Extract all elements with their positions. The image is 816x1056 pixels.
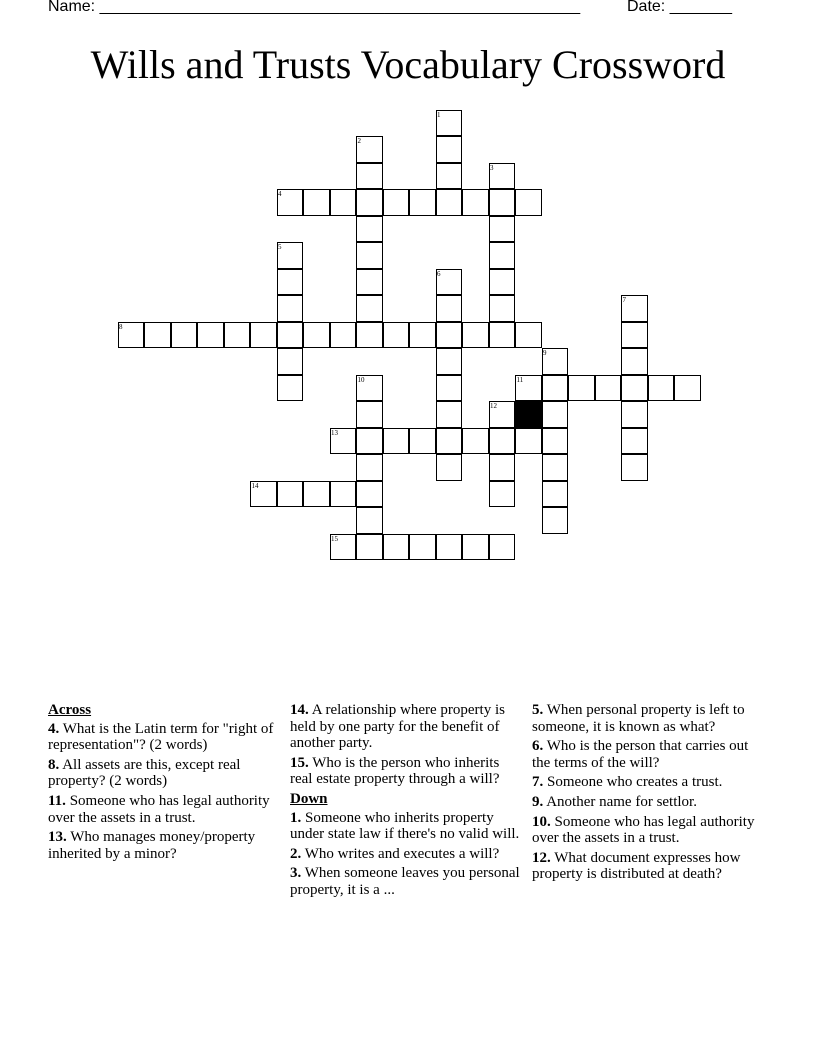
crossword-cell[interactable]	[356, 375, 383, 402]
crossword-cell[interactable]	[621, 322, 648, 349]
crossword-cell[interactable]	[330, 428, 357, 455]
clue-number: 6.	[532, 738, 544, 755]
crossword-cell[interactable]	[462, 428, 489, 455]
clue-down-12	[532, 850, 764, 883]
crossword-cell[interactable]	[356, 507, 383, 534]
crossword-cell[interactable]	[383, 322, 410, 349]
crossword-cell[interactable]	[489, 454, 516, 481]
crossword-cell[interactable]	[621, 401, 648, 428]
clue-text: Someone who has legal authority over the assets in a trust.	[48, 792, 270, 826]
crossword-cell[interactable]	[436, 401, 463, 428]
crossword-cell[interactable]	[144, 322, 171, 349]
clue-number-label: 4	[278, 190, 282, 198]
crossword-cell[interactable]	[356, 534, 383, 561]
crossword-cell[interactable]	[436, 136, 463, 163]
crossword-cell[interactable]	[356, 481, 383, 508]
crossword-cell[interactable]	[436, 428, 463, 455]
clue-across-11	[48, 793, 280, 826]
crossword-cell[interactable]	[489, 216, 516, 243]
crossword-cell[interactable]	[436, 163, 463, 190]
crossword-cell[interactable]	[356, 269, 383, 296]
crossword-cell[interactable]	[489, 322, 516, 349]
crossword-cell[interactable]	[356, 242, 383, 269]
clue-text: Who is the person who inherits real estate property through a will?	[290, 754, 500, 788]
crossword-cell[interactable]	[277, 189, 304, 216]
crossword-cell[interactable]	[489, 189, 516, 216]
clue-number-label: 13	[331, 428, 338, 437]
crossword-cell[interactable]	[489, 242, 516, 269]
clue-number: 15.	[290, 754, 309, 771]
clue-text: When personal property is left to someone, it is known as what?	[532, 702, 745, 735]
crossword-cell[interactable]	[277, 481, 304, 508]
clue-number-label: 3	[490, 163, 494, 172]
crossword-cell[interactable]	[542, 481, 569, 508]
clue-text: Someone who creates a trust.	[547, 774, 723, 791]
clue-down-7	[532, 774, 764, 791]
clue-column-2	[290, 702, 522, 902]
crossword-cell[interactable]	[489, 428, 516, 455]
crossword-block-cell	[515, 401, 542, 428]
clue-number: 9.	[532, 793, 544, 810]
clue-down-10	[532, 814, 764, 847]
crossword-cell[interactable]	[595, 375, 622, 402]
down-heading: Down	[290, 790, 328, 807]
crossword-cell[interactable]	[197, 322, 224, 349]
crossword-cell[interactable]	[542, 428, 569, 455]
clue-number-label: 8	[119, 322, 123, 331]
clue-text: A relationship where property is held by one party for the benefit of another party.	[290, 702, 505, 752]
clue-number-label: 9	[543, 349, 547, 357]
crossword-cell[interactable]	[409, 189, 436, 216]
crossword-cell[interactable]	[356, 454, 383, 481]
crossword-cell[interactable]	[462, 189, 489, 216]
crossword-cell[interactable]	[568, 375, 595, 402]
clue-number-label: 5	[278, 243, 282, 251]
crossword-cell[interactable]	[277, 295, 304, 322]
name-field-label: Name: ______________________________________________________	[48, 0, 581, 15]
crossword-cell[interactable]	[515, 322, 542, 349]
clue-number-label: 1	[437, 110, 441, 119]
clue-text: Who manages money/property inherited by a minor?	[48, 829, 256, 862]
crossword-cell[interactable]	[277, 322, 304, 349]
crossword-cell[interactable]	[542, 375, 569, 402]
crossword-cell[interactable]	[356, 401, 383, 428]
crossword-cell[interactable]	[462, 322, 489, 349]
crossword-cell[interactable]	[436, 322, 463, 349]
crossword-cell[interactable]	[436, 534, 463, 561]
across-heading: Across	[48, 702, 92, 718]
crossword-cell[interactable]	[489, 481, 516, 508]
crossword-cell[interactable]	[330, 534, 357, 561]
crossword-cell[interactable]	[118, 322, 145, 349]
clue-down-3	[290, 865, 522, 898]
crossword-cell[interactable]	[356, 428, 383, 455]
crossword-cell[interactable]	[356, 216, 383, 243]
crossword-cell[interactable]	[330, 481, 357, 508]
clue-text: When someone leaves you personal property, it is a ...	[290, 865, 520, 898]
crossword-cell[interactable]	[436, 348, 463, 375]
crossword-cell[interactable]	[383, 534, 410, 561]
crossword-cell[interactable]	[489, 269, 516, 296]
crossword-cell[interactable]	[436, 189, 463, 216]
crossword-cell[interactable]	[436, 295, 463, 322]
crossword-cell[interactable]	[277, 269, 304, 296]
crossword-cell[interactable]	[542, 507, 569, 534]
clue-across-4	[48, 721, 280, 754]
crossword-cell[interactable]	[515, 375, 542, 402]
crossword-cell[interactable]	[489, 295, 516, 322]
crossword-cell[interactable]	[674, 375, 701, 402]
clue-down-6	[532, 738, 764, 771]
clue-number-label: 2	[357, 137, 361, 145]
clue-down-2	[290, 846, 522, 863]
crossword-cell[interactable]	[515, 428, 542, 455]
clue-number: 10.	[532, 813, 551, 830]
crossword-cell[interactable]	[224, 322, 251, 349]
clue-number-label: 12	[490, 402, 497, 410]
clue-across-13	[48, 829, 280, 862]
crossword-cell[interactable]	[462, 534, 489, 561]
crossword-cell[interactable]	[436, 110, 463, 137]
clue-number: 7.	[532, 774, 544, 791]
clue-text: Another name for settlor.	[546, 793, 697, 810]
crossword-cell[interactable]	[409, 534, 436, 561]
clue-text: What document expresses how property is distributed at death?	[532, 849, 741, 883]
clue-number: 12.	[532, 849, 551, 866]
crossword-cell[interactable]	[303, 189, 330, 216]
clue-down-1	[290, 810, 522, 843]
crossword-cell[interactable]	[542, 401, 569, 428]
crossword-cell[interactable]	[621, 454, 648, 481]
clue-number: 4.	[48, 720, 60, 737]
crossword-cell[interactable]	[330, 322, 357, 349]
clue-text: Someone who inherits property under state law if there's no valid will.	[290, 809, 520, 843]
clue-number-label: 6	[437, 269, 441, 278]
crossword-cell[interactable]	[303, 322, 330, 349]
crossword-cell[interactable]	[356, 295, 383, 322]
crossword-cell[interactable]	[621, 348, 648, 375]
crossword-cell[interactable]	[409, 322, 436, 349]
clue-number: 11.	[48, 792, 66, 809]
clue-number: 2.	[290, 845, 302, 862]
crossword-cell[interactable]	[383, 428, 410, 455]
crossword-cell[interactable]	[542, 348, 569, 375]
clue-across-15	[290, 755, 522, 788]
crossword-cell[interactable]	[250, 322, 277, 349]
crossword-cell[interactable]	[621, 375, 648, 402]
crossword-cell[interactable]	[356, 163, 383, 190]
page-title: Wills and Trusts Vocabulary Crossword	[90, 42, 726, 87]
crossword-cell[interactable]	[330, 189, 357, 216]
clue-across-14	[290, 702, 522, 752]
clue-number-label: 15	[331, 534, 338, 543]
clue-text: Someone who has legal authority over the assets in a trust.	[532, 813, 755, 847]
crossword-cell[interactable]	[250, 481, 277, 508]
date-field-label: Date: _______	[627, 0, 732, 15]
crossword-cell[interactable]	[383, 189, 410, 216]
crossword-cell[interactable]	[303, 481, 330, 508]
clue-column-3	[532, 702, 764, 886]
clue-down-9	[532, 794, 764, 811]
crossword-cell[interactable]	[277, 375, 304, 402]
clue-number: 8.	[48, 756, 60, 773]
clue-number-label: 14	[251, 481, 259, 490]
clue-down-5	[532, 702, 764, 735]
clue-number: 3.	[290, 865, 302, 882]
clue-text: What is the Latin term for "right of representation"? (2 words)	[48, 720, 274, 754]
clue-number-label: 11	[516, 375, 524, 384]
clue-text: All assets are this, except real property? (2 words)	[48, 756, 241, 790]
crossword-cell[interactable]	[409, 428, 436, 455]
clue-number: 13.	[48, 829, 67, 846]
crossword-cell[interactable]	[436, 454, 463, 481]
clue-across-8	[48, 757, 280, 790]
clue-number-label: 7	[622, 296, 626, 304]
crossword-cell[interactable]	[648, 375, 675, 402]
crossword-cell[interactable]	[436, 269, 463, 296]
crossword-cell[interactable]	[277, 348, 304, 375]
crossword-cell[interactable]	[621, 295, 648, 322]
crossword-cell[interactable]	[171, 322, 198, 349]
crossword-cell[interactable]	[489, 534, 516, 561]
clue-number-label: 10	[357, 375, 365, 384]
crossword-cell[interactable]	[489, 401, 516, 428]
clue-text: Who is the person that carries out the terms of the will?	[532, 738, 749, 771]
crossword-cell[interactable]	[356, 136, 383, 163]
crossword-cell[interactable]	[436, 375, 463, 402]
crossword-cell[interactable]	[489, 163, 516, 190]
crossword-cell[interactable]	[515, 189, 542, 216]
crossword-cell[interactable]	[356, 322, 383, 349]
clue-text: Who writes and executes a will?	[304, 845, 500, 862]
crossword-cell[interactable]	[356, 189, 383, 216]
crossword-cell[interactable]	[542, 454, 569, 481]
clue-column-1	[48, 702, 280, 865]
crossword-cell[interactable]	[621, 428, 648, 455]
crossword-cell[interactable]	[277, 242, 304, 269]
clue-number: 5.	[532, 702, 544, 718]
clue-number: 1.	[290, 809, 302, 826]
clue-number: 14.	[290, 702, 309, 718]
